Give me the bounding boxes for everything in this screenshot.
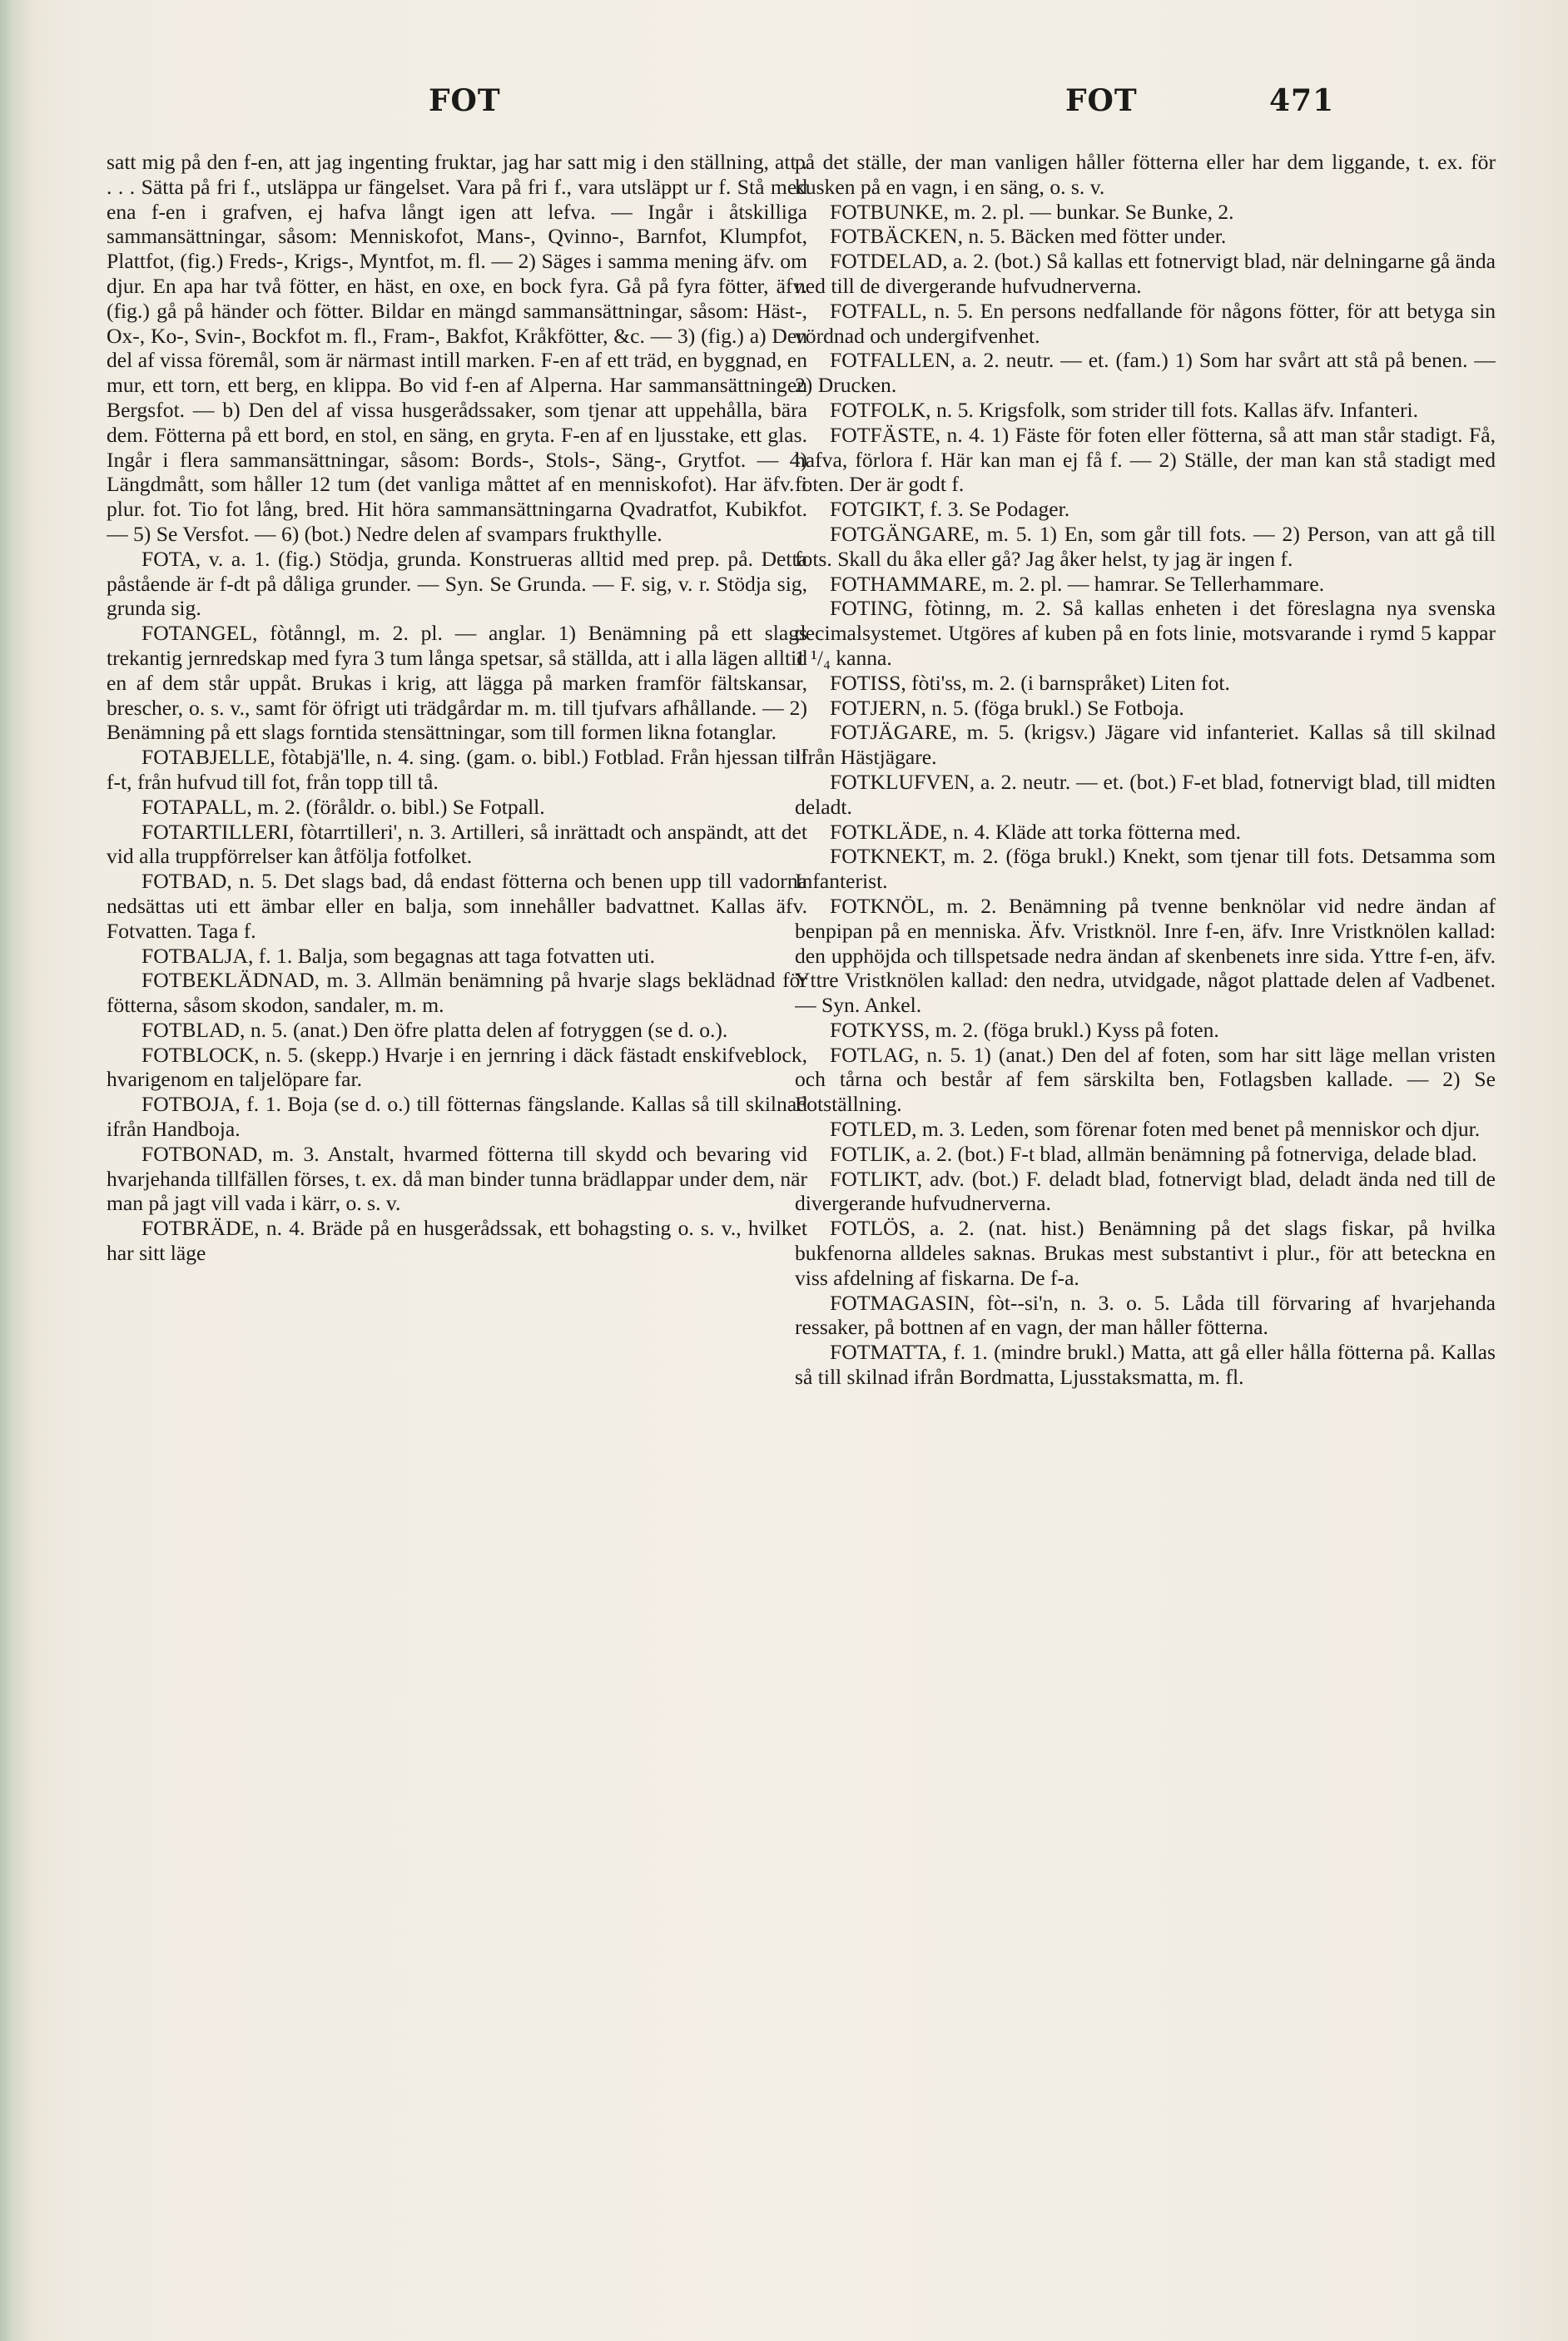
- dictionary-entry: FOTBRÄDE, n. 4. Bräde på en husgerådssak, ett bohagsting o. s. v., hvilket har sitt läge: [107, 1216, 807, 1266]
- dictionary-entry: FOTKNÖL, m. 2. Benämning på tvenne benknölar vid nedre ändan af benpipan på en menniska. Äfv. Vristknöl. Inre f-en, äfv. Inre Vristknölen kallad: den upphöjda och tillspetsade nedra ändan af skenbenets inre sida. Yttre f-en, äfv. Yttre Vristknölen kallad: den nedra, utvidgade, något plattade delen af Vadbenet. — Syn. Ankel.: [795, 893, 1496, 1018]
- dictionary-entry: FOTLIKT, adv. (bot.) F. deladt blad, fotnervigt blad, deladt ända ned till de divergerande hufvudnerverna.: [795, 1166, 1496, 1216]
- dictionary-entry: FOTBEKLÄDNAD, m. 3. Allmän benämning på hvarje slags beklädnad för fötterna, såsom skodon, sandaler, m. m.: [107, 968, 807, 1018]
- dictionary-entry: FOTMATTA, f. 1. (mindre brukl.) Matta, att gå eller hålla fötterna på. Kallas så till skilnad ifrån Bordmatta, Ljusstaksmatta, m. fl.: [795, 1340, 1496, 1390]
- dictionary-entry: FOTBLOCK, n. 5. (skepp.) Hvarje i en jernring i däck fästadt enskifveblock, hvarigenom en taljelöpare far.: [107, 1042, 807, 1092]
- dictionary-entry: FOTBAD, n. 5. Det slags bad, då endast fötterna och benen upp till vadorna nedsättas uti ett ämbar eller en balja, som innehåller badvattnet. Kallas äfv. Fotvatten. Taga f.: [107, 869, 807, 943]
- dictionary-entry: FOTING, fòtinng, m. 2. Så kallas enheten i det föreslagna nya svenska decimalsystemet. Utgöres af kuben på en fots linie, motsvarande i rymd 5 kappar 1 ¹/₄ kanna.: [795, 596, 1496, 670]
- header-right-word: FOT: [1065, 83, 1138, 118]
- dictionary-entry: FOTMAGASIN, fòt--si'n, n. 3. o. 5. Låda till förvaring af hvarjehanda ressaker, på bottnen af en vagn, der man håller fötterna.: [795, 1290, 1496, 1340]
- dictionary-entry: FOTBUNKE, m. 2. pl. — bunkar. Se Bunke, 2.: [830, 199, 1234, 224]
- left-column: [107, 150, 807, 2289]
- dictionary-entry: FOTKYSS, m. 2. (föga brukl.) Kyss på foten.: [830, 1017, 1219, 1042]
- page-number: 471: [1269, 83, 1335, 118]
- dictionary-entry: FOTLÖS, a. 2. (nat. hist.) Benämning på det slags fiskar, på hvilka bukfenorna alldeles saknas. Brukas mest substantivt i plur., för att beteckna en viss afdelning af fiskarna. De f-a.: [795, 1216, 1496, 1290]
- entry-continuation: på det ställe, der man vanligen håller fötterna eller har dem liggande, t. ex. för kusken på en vagn, i en säng, o. s. v.: [795, 150, 1496, 199]
- dictionary-entry: FOTISS, fòti'ss, m. 2. (i barnspråket) Liten fot.: [830, 670, 1230, 695]
- dictionary-entry: FOTKLÄDE, n. 4. Kläde att torka fötterna med.: [830, 819, 1241, 844]
- dictionary-entry: FOTKLUFVEN, a. 2. neutr. — et. (bot.) F-et blad, fotnervigt blad, till midten deladt.: [795, 769, 1496, 819]
- dictionary-entry: FOTLAG, n. 5. 1) (anat.) Den del af foten, som har sitt läge mellan vristen och tårna och består af fem särskilta ben, Fotlagsben kallade. — 2) Se Fotställning.: [795, 1042, 1496, 1117]
- dictionary-entry: FOTABJELLE, fòtabjä'lle, n. 4. sing. (gam. o. bibl.) Fotblad. Från hjessan till f-t, från hufvud till fot, från topp till tå.: [107, 745, 807, 794]
- dictionary-entry: FOTANGEL, fòtånngl, m. 2. pl. — anglar. 1) Benämning på ett slags trekantig jernredskap med fyra 3 tum långa spetsar, så ställda, att i alla lägen alltid en af dem står uppåt. Brukas i krig, att lägga på marken framför fältskansar, brescher, o. s. v., samt för öfrigt uti trädgårdar m. m. till tjufvars afhållande. — 2) Benämning på ett slags forntida stensättningar, som till formen likna fotanglar.: [107, 621, 807, 745]
- dictionary-entry: FOTGIKT, f. 3. Se Podager.: [830, 497, 1070, 522]
- dictionary-entry: FOTLED, m. 3. Leden, som förenar foten med benet på menniskor och djur.: [830, 1117, 1481, 1142]
- dictionary-entry: FOTDELAD, a. 2. (bot.) Så kallas ett fotnervigt blad, när delningarne gå ända ned till de divergerande hufvudnerverna.: [795, 249, 1496, 298]
- dictionary-entry: FOTBALJA, f. 1. Balja, som begagnas att taga fotvatten uti.: [141, 943, 655, 968]
- dictionary-entry: FOTAPALL, m. 2. (föråldr. o. bibl.) Se Fotpall.: [141, 794, 545, 819]
- dictionary-entry: FOTGÄNGARE, m. 5. 1) En, som går till fots. — 2) Person, van att gå till fots. Skall du åka eller gå? Jag åker helst, ty jag är ingen f.: [795, 521, 1496, 571]
- binding-shadow: [0, 0, 33, 2341]
- dictionary-entry: FOTBONAD, m. 3. Anstalt, hvarmed fötterna till skydd och bevaring vid hvarjehanda tillfällen förses, t. ex. då man binder tunna brädlappar under dem, när man på jagt vill vada i kärr, o. s. v.: [107, 1141, 807, 1216]
- dictionary-entry: FOTFALL, n. 5. En persons nedfallande för någons fötter, för att betyga sin vördnad och undergifvenhet.: [795, 298, 1496, 348]
- dictionary-entry: FOTBÄCKEN, n. 5. Bäcken med fötter under.: [830, 224, 1227, 249]
- dictionary-entry: FOTLIK, a. 2. (bot.) F-t blad, allmän benämning på fotnerviga, delade blad.: [830, 1141, 1477, 1166]
- dictionary-entry: FOTJÄGARE, m. 5. (krigsv.) Jägare vid infanteriet. Kallas så till skilnad ifrån Hästjägare.: [795, 720, 1496, 770]
- header-left-word: FOT: [429, 83, 501, 118]
- right-column: [795, 150, 1496, 2289]
- dictionary-entry: FOTFOLK, n. 5. Krigsfolk, som strider till fots. Kallas äfv. Infanteri.: [830, 397, 1419, 422]
- dictionary-entry: FOTBOJA, f. 1. Boja (se d. o.) till fötternas fängslande. Kallas så till skilnad ifrån Handboja.: [107, 1092, 807, 1142]
- dictionary-entry: FOTJERN, n. 5. (föga brukl.) Se Fotboja.: [830, 695, 1184, 720]
- dictionary-entry: FOTARTILLERI, fòtarrtilleri', n. 3. Artilleri, så inrättadt och anspändt, att det vid alla truppförrelser kan åtfölja fotfolket.: [107, 819, 807, 869]
- dictionary-entry: FOTHAMMARE, m. 2. pl. — hamrar. Se Tellerhammare.: [830, 571, 1325, 596]
- entry-continuation: satt mig på den f-en, att jag ingenting fruktar, jag har satt mig i den ställning, att . . . . Sätta på fri f., utsläppa ur fängelset. Vara på fri f., vara utsläppt ur f. Stå med ena f-en i grafven, ej hafva långt igen att lefva. — Ingår i åtskilliga sammansättningar, såsom: Menniskofot, Mans-, Qvinno-, Barnfot, Klumpfot, Plattfot, (fig.) Freds-, Krigs-, Myntfot, m. fl. — 2) Säges i samma mening äfv. om djur. En apa har två fötter, en häst, en oxe, en bock fyra. Gå på fyra fötter, äfv. (fig.) gå på händer och fötter. Bildar en mängd sammansättningar, såsom: Häst-, Ox-, Ko-, Svin-, Bockfot m. fl., Fram-, Bakfot, Kråkfötter, &c. — 3) (fig.) a) Den del af vissa föremål, som är närmast intill marken. F-en af ett träd, en byggnad, en mur, ett torn, ett berg, en klippa. Bo vid f-en af Alperna. Har sammansättningen Bergsfot. — b) Den del af vissa husgerådssaker, som tjenar att uppehålla, bära dem. Fötterna på ett bord, en stol, en säng, en gryta. F-en af en ljusstake, ett glas. Ingår i flera sammansättningar, såsom: Bords-, Stols-, Säng-, Grytfot. — 4) Längdmått, som håller 12 tum (det vanliga måttet af en menniskofot). Har äfv. i plur. fot. Tio fot lång, bred. Hit höra sammansättningarna Qvadratfot, Kubikfot. — 5) Se Versfot. — 6) (bot.) Nedre delen af svampars frukthylle.: [107, 150, 807, 546]
- dictionary-entry: FOTA, v. a. 1. (fig.) Stödja, grunda. Konstrueras alltid med prep. på. Detta påstående är f-dt på dåliga grunder. — Syn. Se Grunda. — F. sig, v. r. Stödja sig, grunda sig.: [107, 546, 807, 621]
- dictionary-entry: FOTBLAD, n. 5. (anat.) Den öfre platta delen af fotryggen (se d. o.).: [141, 1017, 728, 1042]
- dictionary-entry: FOTFALLEN, a. 2. neutr. — et. (fam.) 1) Som har svårt att stå på benen. — 2) Drucken.: [795, 348, 1496, 398]
- dictionary-entry: FOTFÄSTE, n. 4. 1) Fäste för foten eller fötterna, så att man står stadigt. Få, hafva, förlora f. Här kan man ej få f. — 2) Ställe, der man kan stå stadigt med foten. Der är godt f.: [795, 422, 1496, 497]
- dictionary-entry: FOTKNEKT, m. 2. (föga brukl.) Knekt, som tjenar till fots. Detsamma som Infanterist.: [795, 844, 1496, 894]
